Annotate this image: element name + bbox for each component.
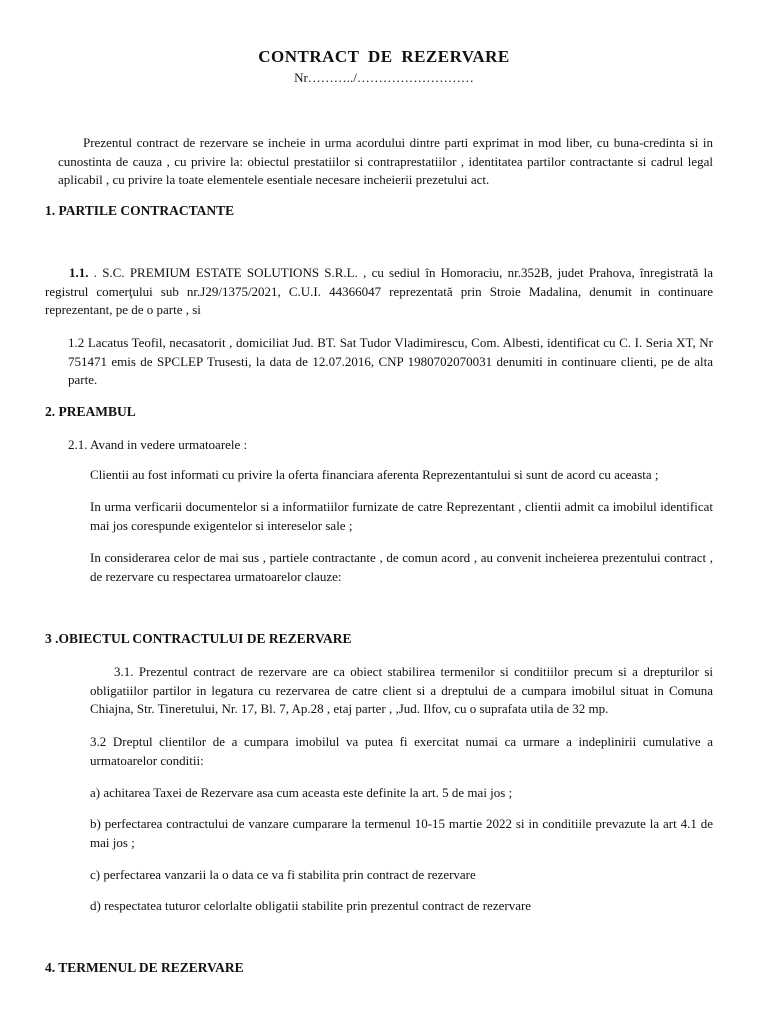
condition-b: b) perfectarea contractului de vanzare cumparare la termenul 10-15 martie 2022 si in conditiile prevazute la art 4.1 de mai jos ; <box>90 816 713 850</box>
clause-1-1-text: . S.C. PREMIUM ESTATE SOLUTIONS S.R.L. , cu sediul în Homoraciu, nr.352B, judet Prahova, înregistrată la registrul comerţului sub nr.J29/1375/2021, C.U.I. 44366047 reprezentată prin Stroie Madalina, denumit in continuare reprezentant, pe de o parte , si <box>45 265 713 317</box>
clause-3-1: 3.1. Prezentul contract de rezervare are ca obiect stabilirea termenilor si conditiilor precum si a drepturilor si obligatiilor partilor in legatura cu rezervarea de catre client si a dreptului de a cumpara imobilul situat in Comuna Chiajna, Str. Tineretului, Nr. 17, Bl. 7, Ap.28 , etaj parter , ,Jud. Ilfov, cu o suprafata utila de 32 mp. <box>90 664 713 716</box>
clause-3-2: 3.2 Dreptul clientilor de a cumpara imobilul va putea fi exercitat numai ca urmare a indeplinirii cumulative a urmatoarelor conditii: <box>90 734 713 768</box>
section-2-heading: 2. PREAMBUL <box>45 404 136 419</box>
clause-1-1-label: 1.1. <box>69 265 89 280</box>
section-1-heading: 1. PARTILE CONTRACTANTE <box>45 203 235 218</box>
condition-c: c) perfectarea vanzarii la o data ce va fi stabilita prin contract de rezervare <box>90 867 476 882</box>
section-1-2-paragraph: 1.2 Lacatus Teofil, necasatorit , domiciliat Jud. BT. Sat Tudor Vladimirescu, Com. Albesti, identificat cu C. I. Seria XT, Nr 751471 emis de SPCLEP Trusesti, la data de 12.07.2016, CNP 1980702070031 denumiti in continuare clienti, pe de alta parte. <box>68 335 713 387</box>
contract-number-line: Nr………../……………………… <box>294 70 474 85</box>
clause-2-1: 2.1. Avand in vedere urmatoarele : <box>68 437 248 452</box>
preamble-item-1: Clientii au fost informati cu privire la oferta financiara aferenta Reprezentantului si sunt de acord cu aceasta ; <box>90 467 659 482</box>
preamble-item-3: In considerarea celor de mai sus , partiele contractante , de comun acord , au convenit incheierea prezentului contract , de rezervare cu respectarea urmatoarelor clauze: <box>90 550 713 584</box>
intro-paragraph: Prezentul contract de rezervare se incheie in urma acordului dintre parti exprimat in mod liber, cu buna-credinta si in cunostinta de cauza , cu privire la: obiectul prestatiilor si contraprestatiilor , identitatea partilor contractante si cadrul legal aplicabil , cu privire la toate elementele esentiale necesare incheierii prezetului act. <box>58 135 713 187</box>
condition-d: d) respectatea tuturor celorlalte obligatii stabilite prin prezentul contract de rezervare <box>90 898 532 913</box>
section-4-heading: 4. TERMENUL DE REZERVARE <box>45 960 244 975</box>
condition-a: a) achitarea Taxei de Rezervare asa cum aceasta este definite la art. 5 de mai jos ; <box>90 785 513 800</box>
section-3-heading: 3 .OBIECTUL CONTRACTULUI DE REZERVARE <box>45 631 352 646</box>
document-title: CONTRACT DE REZERVARE <box>258 47 510 66</box>
section-1-1-paragraph <box>45 264 713 320</box>
preamble-item-2: In urma verficarii documentelor si a informatiilor furnizate de catre Reprezentant , clientii admit ca imobilul identificat mai jos corespunde exigentelor si intereselor sale ; <box>90 499 713 533</box>
